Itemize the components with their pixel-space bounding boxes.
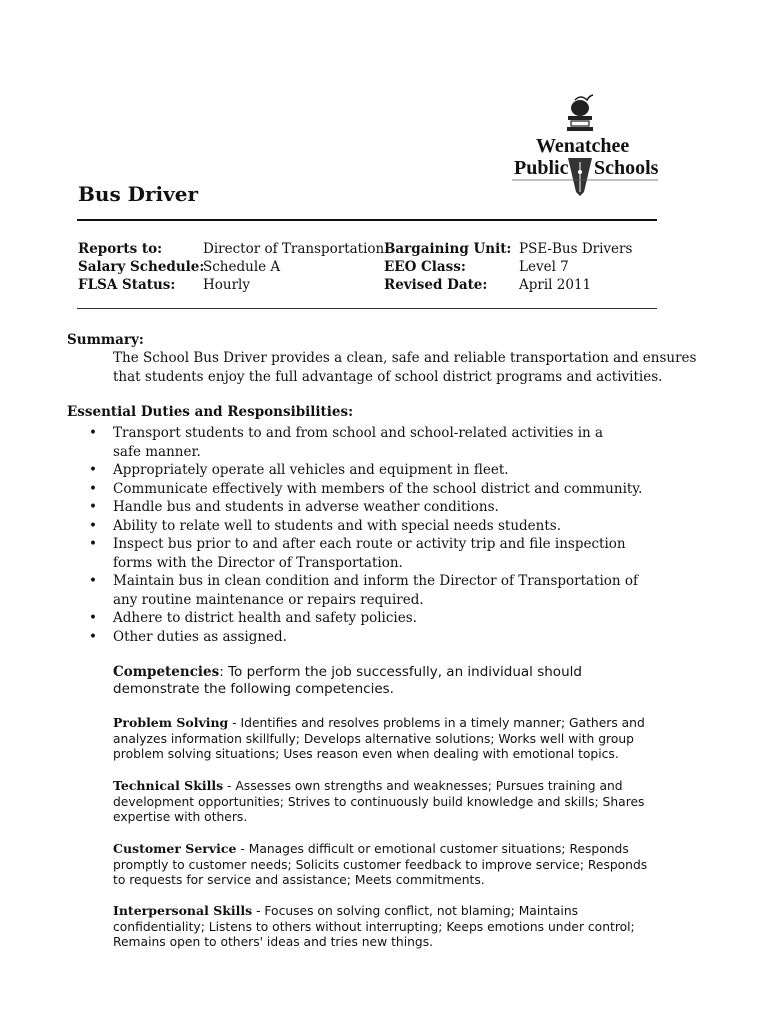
logo-line1: Wenatchee — [536, 135, 630, 157]
bargaining-unit-value: PSE-Bus Drivers — [519, 241, 633, 257]
logo-line2a: Public — [514, 157, 569, 179]
info-divider — [77, 308, 657, 309]
duties-heading: Essential Duties and Responsibilities: — [67, 404, 354, 420]
reports-to-value: Director of Transportation — [203, 241, 385, 257]
competencies-heading: Competencies — [113, 664, 220, 680]
competency-interpersonal-skills — [113, 903, 661, 951]
duties-list — [87, 424, 647, 646]
competency-text: - Focuses on solving conflict, not blaming; Maintains confidentiality; Listens to others without interrupting; Keeps emotions under control; Remains open to others' ideas and tries new things. — [113, 904, 635, 950]
competency-text: - Assesses own strengths and weaknesses; Pursues training and development opportunities; Strives to continuously build knowledge and skills; Shares expertise with others. — [113, 779, 645, 825]
competencies-intro-line-1: : To perform the job successfully, an individual should — [219, 664, 582, 680]
salary-schedule-label: Salary Schedule: — [78, 259, 205, 275]
apple-pencil-logo-icon — [512, 94, 658, 198]
summary-line-2: that students enjoy the full advantage of school district programs and activities. — [113, 369, 663, 385]
eeo-class-value: Level 7 — [519, 259, 569, 275]
competency-title: Technical Skills — [113, 778, 224, 793]
revised-date-value: April 2011 — [519, 277, 592, 293]
district-logo — [512, 94, 658, 198]
duty-item: • Other duties as assigned. — [87, 628, 647, 647]
duty-item: • Ability to relate well to students and with special needs students. — [87, 517, 647, 536]
duty-item: • Adhere to district health and safety policies. — [87, 609, 647, 628]
competency-title: Customer Service — [113, 841, 237, 856]
competency-title: Problem Solving — [113, 715, 229, 730]
competency-text: - Manages difficult or emotional customer situations; Responds promptly to customer needs; Solicits customer feedback to improve service; Responds to requests for service and assistance; Meets commitments. — [113, 842, 648, 888]
duty-item: • Handle bus and students in adverse weather conditions. — [87, 498, 647, 517]
duty-item: • Appropriately operate all vehicles and equipment in fleet. — [87, 461, 647, 480]
summary-heading: Summary: — [67, 332, 144, 348]
eeo-class-label: EEO Class: — [384, 259, 466, 275]
reports-to-label: Reports to: — [78, 241, 163, 257]
revised-date-label: Revised Date: — [384, 277, 488, 293]
competency-customer-service — [113, 841, 661, 889]
flsa-status-value: Hourly — [203, 277, 250, 293]
duty-item: • Maintain bus in clean condition and inform the Director of Transportation of any routine maintenance or repairs required. — [87, 572, 643, 609]
summary-line-1: The School Bus Driver provides a clean, safe and reliable transportation and ensures — [113, 350, 697, 366]
competencies-intro-line-2: demonstrate the following competencies. — [113, 681, 394, 697]
duty-item: • Transport students to and from school and school-related activities in a safe manner. — [87, 424, 623, 461]
page-title: Bus Driver — [78, 182, 199, 206]
flsa-status-label: FLSA Status: — [78, 277, 176, 293]
competency-title: Interpersonal Skills — [113, 903, 253, 918]
competencies-intro — [113, 664, 673, 698]
salary-schedule-value: Schedule A — [203, 259, 281, 275]
title-divider — [77, 219, 657, 221]
duty-item: • Communicate effectively with members of the school district and community. — [87, 480, 647, 499]
competency-text: - Identifies and resolves problems in a timely manner; Gathers and analyzes information skillfully; Develops alternative solutions; Works well with group problem solving situations; Uses reason even when dealing with emotional topics. — [113, 716, 645, 762]
competency-technical-skills — [113, 778, 661, 826]
competency-problem-solving — [113, 715, 661, 763]
bargaining-unit-label: Bargaining Unit: — [384, 241, 512, 257]
logo-line2b: Schools — [594, 157, 658, 179]
duty-item: • Inspect bus prior to and after each route or activity trip and file inspection forms with the Director of Transportation. — [87, 535, 643, 572]
